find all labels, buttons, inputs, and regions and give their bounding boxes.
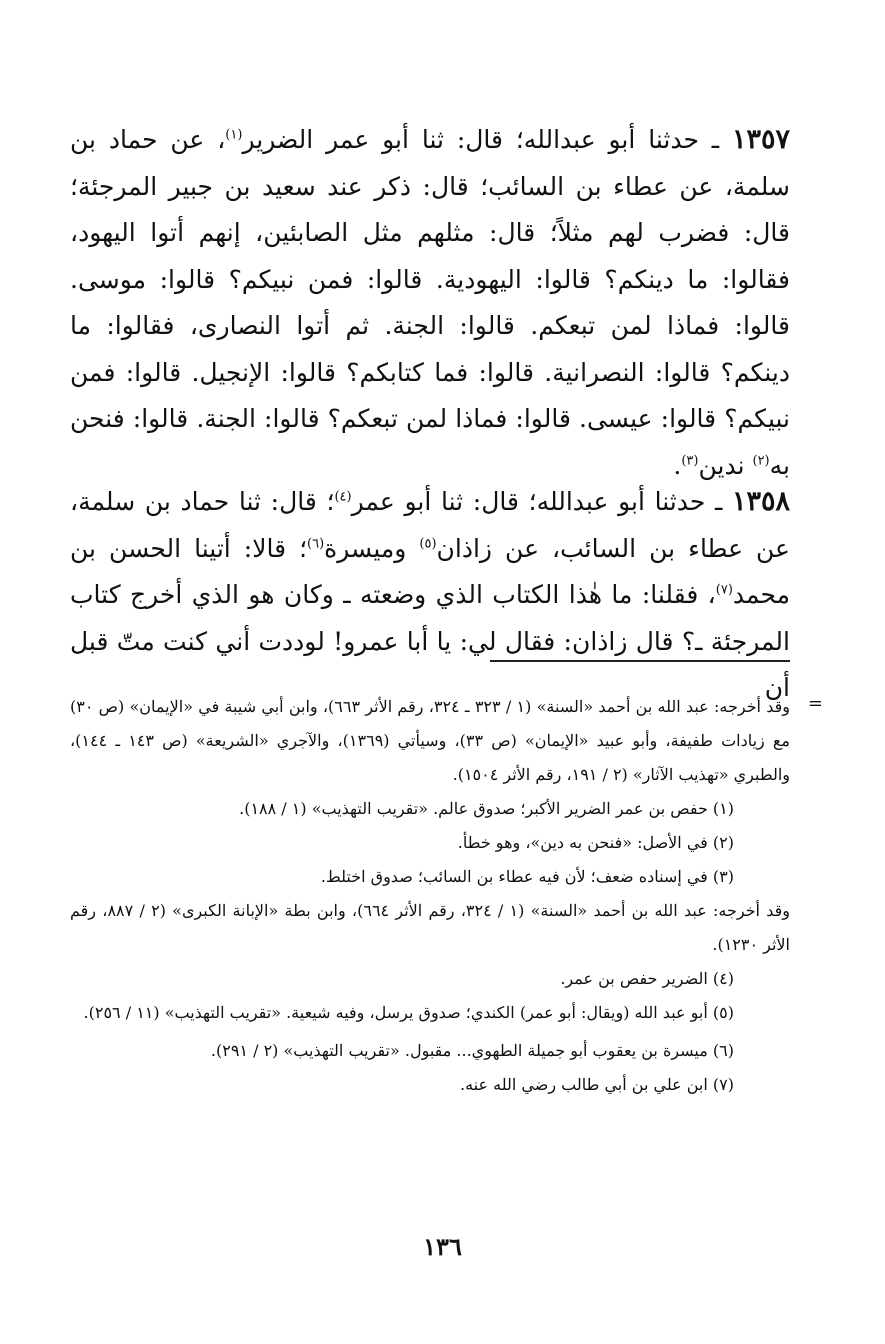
hadith-text: ـ حدثنا أبو عبدالله؛ قال: ثنا أبو عمر الضرير — [242, 125, 732, 154]
footnote: (٤) الضرير حفص بن عمر. — [560, 969, 734, 988]
footnote-lead: وقد أخرجه: عبد الله بن أحمد «السنة» (١ / ٣٢٤، رقم الأثر ٦٦٤)، وابن بطة «الإبانة الكبرى» (٢ / ٨٨٧، رقم الأثر ١٢٣٠). — [70, 901, 791, 954]
hadith-text: وميسرة — [324, 533, 420, 563]
footnote-ref: (١) — [225, 127, 243, 143]
hadith-text: ندين — [698, 450, 753, 480]
footnotes — [70, 690, 790, 1102]
hadith-1358 — [70, 479, 790, 712]
footnote: (٦) ميسرة بن يعقوب أبو جميلة الطهوي... مقبول. «تقريب التهذيب» (٢ / ٢٩١). — [210, 1041, 734, 1060]
footnote: (١) حفص بن عمر الضرير الأكبر؛ صدوق عالم. «تقريب التهذيب» (١ / ١٨٨). — [239, 799, 734, 818]
footnote-ref: (٥) — [419, 536, 437, 552]
footnote-separator — [490, 660, 790, 662]
footnote: (٧) ابن علي بن أبي طالب رضي الله عنه. — [460, 1075, 734, 1094]
hadith-text: . — [673, 450, 682, 480]
footnote-ref: (٤) — [334, 489, 352, 505]
hadith-text: ، عن حماد بن سلمة، عن عطاء بن السائب؛ قال: ذكر عند سعيد بن جبير المرجئة؛ قال: فضرب لهم مثلاً؛ قال: مثلهم مثل الصابئين، إنهم أتوا اليهود، فقالوا: ما دينكم؟ قالوا: اليهودية. قالوا: فمن نبيكم؟ قالوا: موسى. قالوا: فماذا لمن تبعكم. قالوا: الجنة. ثم أتوا النصارى، فقالوا: ما دينكم؟ قالوا: النصرانية. قالوا: فما كتابكم؟ قالوا: الإنجيل. قالوا: فمن نبيكم؟ قالوا: عيسى. قالوا: فماذا لمن تبعكم؟ قالوا: الجنة. قالوا: فنحن به — [70, 125, 790, 480]
hadith-text: ؛ قالا: أتينا الحسن بن محمد — [70, 533, 790, 609]
footnote-lead: وقد أخرجه: عبد الله بن أحمد «السنة» (١ / ٣٢٣ ـ ٣٢٤، رقم الأثر ٦٦٣)، وابن أبي شيبة في «الإيمان» (ص ٣٠) مع زيادات طفيفة، وأبو عبيد «الإيمان» (ص ٣٣)، وسيأتي (١٣٦٩)، والآجري «الشريعة» (ص ١٤٣ ـ ١٤٤)، والطبري «تهذيب الآثار» (٢ / ١٩١، رقم الأثر ١٥٠٤). — [70, 697, 791, 784]
footnote-continuation-mark: = — [807, 693, 823, 714]
footnote-ref: (٧) — [715, 582, 733, 598]
hadith-1357 — [70, 117, 790, 489]
hadith-text: ـ حدثنا أبو عبدالله؛ قال: ثنا أبو عمر — [351, 487, 732, 516]
page-number: ١٣٦ — [423, 1232, 462, 1261]
footnote-ref: (٢) — [752, 453, 770, 469]
hadith-text: ؛ قال: ثنا حماد بن سلمة، عن عطاء بن السائب، عن زاذان — [70, 487, 790, 563]
hadith-number: ١٣٥٧ — [731, 124, 790, 155]
footnote: (٥) أبو عبد الله (ويقال: أبو عمر) الكندي؛ صدوق يرسل، وفيه شيعية. «تقريب التهذيب» (١١ / ٢٥٦). — [83, 1003, 734, 1022]
footnote: (٢) في الأصل: «فنحن به دين»، وهو خطأ. — [457, 833, 734, 852]
footnote-ref: (٣) — [681, 453, 699, 469]
hadith-text: ، فقلنا: ما هٰذا الكتاب الذي وضعته ـ وكان هو الذي أخرج كتاب المرجئة ـ؟ قال زاذان: فقال لي: يا أبا عمرو! لوددت أني كنت متّ قبل أن — [70, 580, 790, 702]
footnote-ref: (٦) — [307, 536, 325, 552]
hadith-number: ١٣٥٨ — [732, 486, 791, 517]
footnote: (٣) في إسناده ضعف؛ لأن فيه عطاء بن السائب؛ صدوق اختلط. — [320, 867, 734, 886]
